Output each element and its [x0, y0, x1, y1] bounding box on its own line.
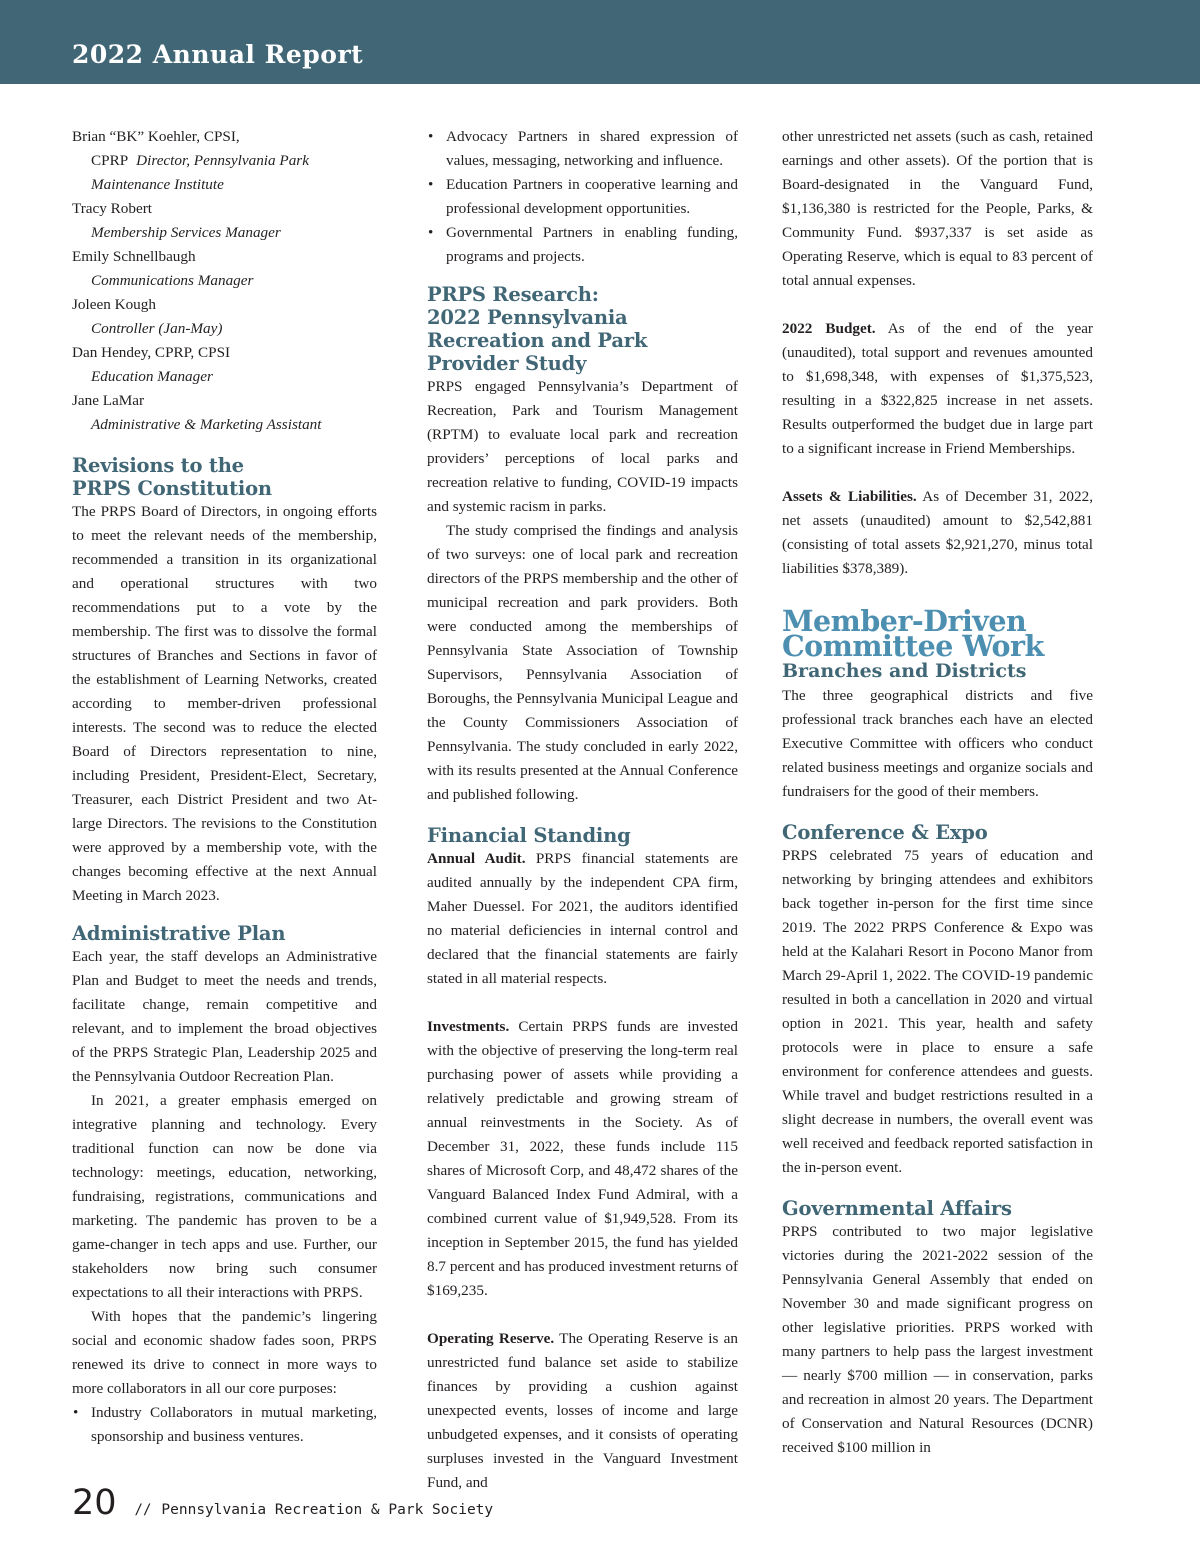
staff-credential: CPRP	[91, 152, 129, 169]
assets-text: As of December 31, 2022, net assets (unaudited) amount to $2,542,881 (consisting of total assets $2,921,270, minus total liabilities $378,389).	[782, 488, 1093, 577]
committee-heading-line2: Committee Work	[782, 629, 1044, 663]
column-2	[427, 125, 738, 1495]
footer-separator: //	[134, 1502, 152, 1518]
list-item: • Advocacy Partners in shared expression of values, messaging, networking and influence.	[427, 125, 738, 173]
staff-role: Membership Services Manager	[91, 224, 281, 241]
header-band	[0, 0, 1200, 84]
research-paragraph: PRPS engaged Pennsylvania’s Department of Recreation, Park and Tourism Management (RPTM) to evaluate local park and recreation providers’ perceptions of local parks and recreation relative to funding, COVID-19 impacts and systemic racism in parks.	[427, 378, 738, 515]
list-item: • Education Partners in cooperative learning and professional development opportunities.	[427, 173, 738, 221]
operating-reserve-paragraph	[427, 1327, 738, 1495]
staff-role: Director, Pennsylvania Park	[136, 152, 309, 169]
admin-plan-paragraph: Each year, the staff develops an Administrative Plan and Budget to meet the needs and trends, facilitate change, remain competitive and relevant, and to implement the broad objectives of the PRPS Strategic Plan, Leadership 2025 and the Pennsylvania Outdoor Recreation Plan.	[72, 948, 377, 1085]
governmental-body: PRPS contributed to two major legislative victories during the 2021-2022 session of the Pennsylvania General Assembly that ended on November 30 and made significant progress on other legislative priorities. PRPS worked with many partners to help pass the largest investment — nearly $700 million — in conservation, parks and recreation in almost 20 years. The Department of Conservation and Natural Resources (DCNR) received $100 million in	[782, 1223, 1093, 1456]
conference-heading: Conference & Expo	[782, 821, 988, 844]
governmental-heading: Governmental Affairs	[782, 1197, 1012, 1220]
staff-name: Tracy Robert	[72, 200, 153, 217]
staff-role: Controller (Jan-May)	[91, 320, 223, 337]
research-heading-line4: Provider Study	[427, 352, 587, 375]
admin-plan-paragraph: In 2021, a greater emphasis emerged on integrative planning and technology. Every traditional function can now be done via technology: meetings, education, networking, fundraising, registrations, communications and marketing. The pandemic has proven to be a game-changer in tech apps and use. Further, our stakeholders now bring such consumer expectations to all their interactions with PRPS.	[72, 1092, 377, 1301]
assets-paragraph	[782, 485, 1093, 581]
budget-lead: 2022 Budget.	[782, 320, 876, 337]
branches-subheading: Branches and Districts	[782, 660, 1027, 682]
staff-name: Dan Hendey, CPRP, CPSI	[72, 344, 231, 361]
investments-text: Certain PRPS funds are invested with the objective of preserving the long-term real purchasing power of assets while providing a relatively predictable and growing stream of annual reinvestments in the Society. As of December 31, 2022, these funds include 115 shares of Microsoft Corp, and 48,472 shares of the Vanguard Balanced Index Fund Admiral, with a combined current value of $1,949,528. From its inception in September 2015, the fund has yielded 8.7 percent and has produced investment returns of $169,235.	[427, 1018, 738, 1299]
budget-paragraph	[782, 317, 1093, 461]
collaborators-list	[72, 1401, 377, 1449]
research-heading-line3: Recreation and Park	[427, 329, 648, 352]
column-3	[782, 125, 1093, 1460]
budget-text: As of the end of the year (unaudited), total support and revenues amounted to $1,698,348, with expenses of $1,375,523, resulting in a $322,825 increase in net assets. Results outperformed the budget due in large part to a significant increase in Friend Memberships.	[782, 320, 1093, 457]
staff-role: Administrative & Marketing Assistant	[91, 416, 322, 433]
staff-name: Emily Schnellbaugh	[72, 248, 196, 265]
revisions-heading	[72, 454, 377, 500]
staff-name: Brian “BK” Koehler, CPSI,	[72, 128, 240, 145]
annual-audit-paragraph	[427, 847, 738, 991]
investments-lead: Investments.	[427, 1018, 510, 1035]
staff-role: Education Manager	[91, 368, 213, 385]
staff-role: Maintenance Institute	[91, 176, 224, 193]
report-title: 2022 Annual Report	[72, 40, 364, 69]
operating-reserve-text: The Operating Reserve is an unrestricted fund balance set aside to stabilize finances by providing a cushion against unexpected events, losses of income and large unbudgeted expenses, and it consists of operating surpluses invested in the Vanguard Investment Fund, and	[427, 1330, 738, 1491]
operating-reserve-continued: other unrestricted net assets (such as cash, retained earnings and other assets). Of the portion that is Board-designated in the Vanguard Fund, $1,136,380 is restricted for the People, Parks, & Community Fund. $937,337 is set aside as Operating Reserve, which is equal to 83 percent of total annual expenses.	[782, 128, 1093, 289]
annual-audit-text: PRPS financial statements are audited annually by the independent CPA firm, Maher Duessel. For 2021, the auditors identified no material deficiencies in internal control and declared that the financial statements are fairly stated in all material respects.	[427, 850, 739, 987]
revisions-heading-line2: PRPS Constitution	[72, 477, 272, 500]
committee-heading-line1: Member-Driven	[782, 604, 1027, 638]
admin-plan-heading: Administrative Plan	[72, 922, 286, 945]
operating-reserve-lead: Operating Reserve.	[427, 1330, 555, 1347]
research-heading-line1: PRPS Research:	[427, 283, 599, 306]
research-heading-line2: 2022 Pennsylvania	[427, 306, 628, 329]
staff-name: Joleen Kough	[72, 296, 156, 313]
page-footer	[72, 1483, 493, 1523]
page-number: 20	[72, 1483, 117, 1523]
column-1	[72, 125, 377, 1449]
admin-plan-paragraph: With hopes that the pandemic’s lingering social and economic shadow fades soon, PRPS renewed its drive to connect in more ways to more collaborators in all our core purposes:	[72, 1308, 377, 1397]
revisions-body: The PRPS Board of Directors, in ongoing efforts to meet the relevant needs of the membership, recommended a transition in its organizational and operational structures with two recommendations put to a vote by the membership. The first was to dissolve the formal structures of Branches and Sections in favor of the establishment of Learning Networks, created according to member-driven professional interests. The second was to reduce the elected Board of Directors representation to nine, including President, President-Elect, Secretary, Treasurer, each District President and two At-large Directors. The revisions to the Constitution were approved by a membership vote, with the changes becoming effective at the next Annual Meeting in March 2023.	[72, 503, 377, 904]
list-item: • Industry Collaborators in mutual marketing, sponsorship and business ventures.	[72, 1401, 377, 1449]
staff-name-continued	[72, 149, 377, 173]
financial-heading: Financial Standing	[427, 824, 631, 847]
committee-heading	[782, 604, 1093, 663]
revisions-heading-line1: Revisions to the	[72, 454, 244, 477]
conference-body: PRPS celebrated 75 years of education and networking by bringing attendees and exhibitors back together in-person for the first time since 2019. The 2022 PRPS Conference & Expo was held at the Kalahari Resort in Pocono Manor from March 29-April 1, 2022. The COVID-19 pandemic resulted in both a cancellation in 2020 and virtual option in 2021. This year, health and safety protocols were in place to ensure a safe environment for conference attendees and guests. While travel and budget restrictions resulted in a slight decrease in numbers, the overall event was well received and feedback reported satisfaction in the in-person event.	[782, 847, 1093, 1176]
footer-org-name: Pennsylvania Recreation & Park Society	[161, 1502, 494, 1518]
branches-body: The three geographical districts and five professional track branches each have an elected Executive Committee with officers who conduct related business meetings and organize socials and fundraisers for the good of their members.	[782, 687, 1093, 800]
assets-lead: Assets & Liabilities.	[782, 488, 917, 505]
collaborators-list-continued	[427, 125, 738, 269]
research-paragraph: The study comprised the findings and analysis of two surveys: one of local park and recreation directors of the PRPS membership and the other of municipal recreation and park providers. Both were conducted among the memberships of Pennsylvania State Association of Township Supervisors, Pennsylvania Association of Boroughs, the Pennsylvania Municipal League and the County Commissioners Association of Pennsylvania. The study concluded in early 2022, with its results presented at the Annual Conference and published following.	[427, 522, 738, 803]
staff-name: Jane LaMar	[72, 392, 145, 409]
list-item: • Governmental Partners in enabling funding, programs and projects.	[427, 221, 738, 269]
staff-role: Communications Manager	[91, 272, 254, 289]
investments-paragraph	[427, 1015, 738, 1303]
staff-list	[72, 125, 377, 437]
annual-audit-lead: Annual Audit.	[427, 850, 526, 867]
research-heading	[427, 283, 738, 375]
